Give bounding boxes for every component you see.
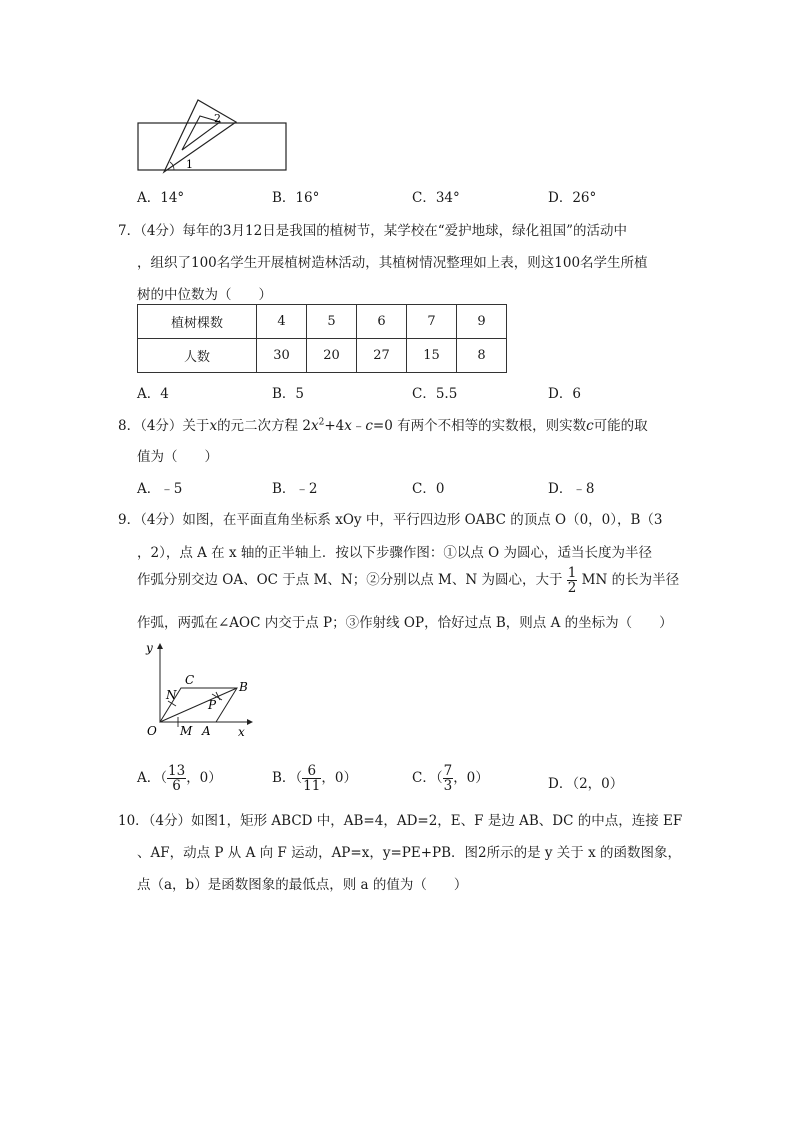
q7-option-b[interactable]: B．5 <box>272 386 305 402</box>
q7-table-cell: 9 <box>457 305 507 339</box>
q7-table-cell: 5 <box>307 305 357 339</box>
q6-angle-2-label: 2 <box>214 112 221 125</box>
q9-stem-line2: ，2），点 A 在 x 轴的正半轴上．按以下步骤作图：①以点 O 为圆心，适当长度为半径 <box>137 545 653 561</box>
q9-label-M: M <box>180 724 193 738</box>
q8-option-b[interactable]: B．﹣2 <box>272 481 318 497</box>
q7-table-row-people <box>138 339 507 373</box>
q7-table-cell: 27 <box>357 339 407 373</box>
q7-table-cell: 7 <box>407 305 457 339</box>
q10-stem-line3: 点（a，b）是函数图象的最低点，则 a 的值为（ ） <box>137 877 468 893</box>
q7-table-cell: 30 <box>257 339 307 373</box>
q7-table-header-people: 人数 <box>138 339 257 373</box>
q9-label-O: O <box>147 724 157 738</box>
q7-option-a[interactable]: A．4 <box>137 386 169 402</box>
q10-stem-line2: 、AF，动点 P 从 A 向 F 运动，AP=x，y=PE+PB．图2所示的是 y 关于 x 的函数图象， <box>137 845 682 861</box>
q6-option-a[interactable]: A．14° <box>137 190 185 206</box>
q9-label-N: N <box>166 688 177 702</box>
q8-option-a[interactable]: A．﹣5 <box>137 481 183 497</box>
q9-figure <box>140 638 260 742</box>
q7-table <box>137 304 507 373</box>
one-half-fraction: $\frac{1}{2}$ <box>567 565 577 597</box>
q8-option-d[interactable]: D．﹣8 <box>548 481 595 497</box>
q7-table-cell: 4 <box>257 305 307 339</box>
q6-angle-1-label: 1 <box>186 158 193 171</box>
q9-option-a[interactable]: A．（ $\frac{13}{6}$ ，0） <box>137 763 222 795</box>
q9-label-y: y <box>146 641 153 655</box>
q6-figure <box>130 92 300 178</box>
q9-label-P: P <box>208 698 217 712</box>
q10-stem-line1: 10．（4分）如图1，矩形 ABCD 中，AB=4，AD=2，E、F 是边 AB、DC 的中点，连接 EF <box>118 813 683 829</box>
q7-table-header-trees: 植树棵数 <box>138 305 257 339</box>
q9-label-C: C <box>185 673 195 687</box>
q7-stem-line2: ，组织了100名学生开展植树造林活动，其植树情况整理如上表，则这100名学生所植 <box>137 255 648 271</box>
q9-label-x: x <box>238 725 245 739</box>
q9-label-B: B <box>239 680 248 694</box>
q9-option-b[interactable]: B．（ $\frac{6}{11}$ ，0） <box>272 763 357 795</box>
q8-option-c[interactable]: C．0 <box>412 481 445 497</box>
q6-option-d[interactable]: D．26° <box>548 190 597 206</box>
q7-table-cell: 15 <box>407 339 457 373</box>
q7-table-cell: 8 <box>457 339 507 373</box>
q8-stem-line1: 8．（4分）关于x的元二次方程 $2x^2+4x﹣c=0$ 有两个不相等的实数根，则实数c可能的取 <box>118 417 648 434</box>
q6-option-c[interactable]: C．34° <box>412 190 460 206</box>
q8-stem-line2: 值为（ ） <box>137 449 218 465</box>
q6-option-b[interactable]: B．16° <box>272 190 320 206</box>
q9-stem-line3: 作弧分别交边 OA、OC 于点 M、N；②分别以点 M、N 为圆心，大于 $\frac{1}{2}$ MN 的长为半径 <box>137 565 680 597</box>
q7-stem-line1: 7．（4分）每年的3月12日是我国的植树节，某学校在“爱护地球，绿化祖国”的活动中 <box>118 223 627 239</box>
q9-option-d[interactable]: D．（2，0） <box>548 776 624 792</box>
q9-stem-line4: 作弧，两弧在∠AOC 内交于点 P；③作射线 OP，恰好过点 B，则点 A 的坐标为（ ） <box>137 615 673 631</box>
q7-option-d[interactable]: D．6 <box>548 386 581 402</box>
q7-table-cell: 20 <box>307 339 357 373</box>
q9-option-c[interactable]: C．（ $\frac{7}{3}$ ，0） <box>412 763 489 795</box>
q7-option-c[interactable]: C．5.5 <box>412 386 458 402</box>
q7-table-row-count <box>138 305 507 339</box>
q7-stem-line3: 树的中位数为（ ） <box>137 287 272 303</box>
q7-table-cell: 6 <box>357 305 407 339</box>
q9-stem-line1: 9．（4分）如图，在平面直角坐标系 xOy 中，平行四边形 OABC 的顶点 O（0，0），B（3 <box>118 512 663 528</box>
q9-label-A: A <box>202 724 211 738</box>
